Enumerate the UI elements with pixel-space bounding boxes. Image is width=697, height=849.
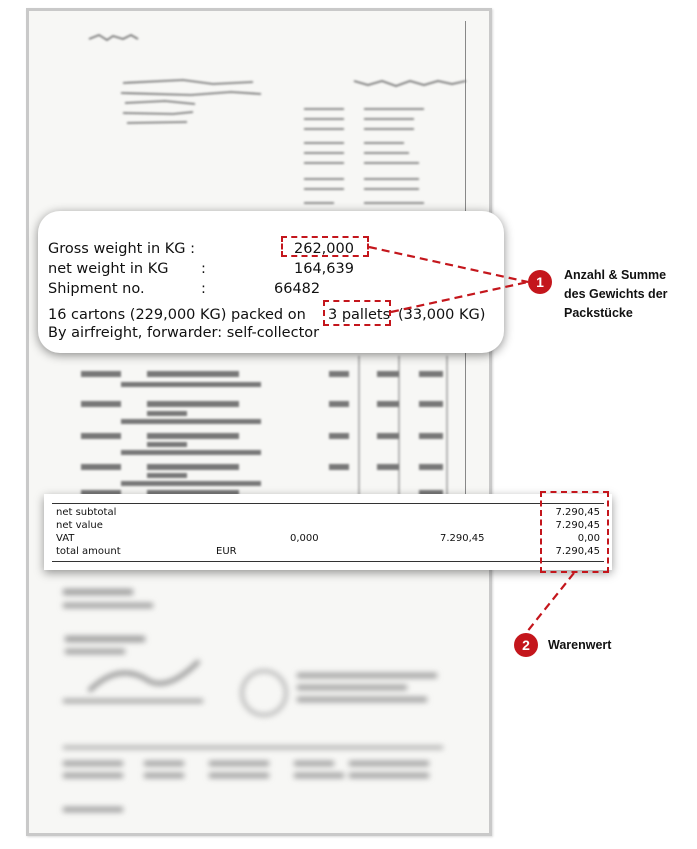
shipment-label: Shipment no. (48, 281, 145, 297)
annotation-badge-1: 1 (528, 270, 552, 294)
vat-label: VAT (56, 533, 75, 544)
gross-weight-label: Gross weight in KG : (48, 241, 196, 257)
gross-weight-value: 262,000 (294, 241, 354, 257)
total-currency: EUR (216, 546, 237, 557)
net-subtotal-label: net subtotal (56, 507, 117, 518)
net-value-label: net value (56, 520, 103, 531)
total-amount-value: 7.290,45 (555, 546, 600, 557)
connector-value-to-badge2 (526, 573, 574, 633)
annotation-text-1: Anzahl & Summe des Gewichts der Packstücke (564, 268, 668, 320)
pallets-weight: (33,000 KG) (398, 307, 486, 323)
net-value-value: 7.290,45 (555, 520, 600, 531)
connector-gross-to-badge1 (369, 247, 528, 282)
shipment-value: 66482 (274, 281, 321, 297)
net-weight-value: 164,639 (294, 261, 354, 277)
vat-rate: 0,000 (290, 533, 319, 544)
shipment-colon: : (201, 281, 206, 297)
net-subtotal-value: 7.290,45 (555, 507, 600, 518)
net-weight-label: net weight in KG (48, 261, 169, 277)
total-amount-label: total amount (56, 546, 121, 557)
annotation-badge-2: 2 (514, 633, 538, 657)
vat-value: 0,00 (577, 533, 600, 544)
pallets-text: 3 pallets (328, 307, 391, 323)
net-weight-colon: : (201, 261, 206, 277)
freight-text: By airfreight, forwarder: self-collector (48, 325, 320, 341)
vat-base: 7.290,45 (440, 533, 485, 544)
connector-pallets-to-badge1 (391, 282, 528, 312)
annotation-text-2: Warenwert (548, 638, 612, 652)
cartons-text: 16 cartons (229,000 KG) packed on (48, 307, 306, 323)
